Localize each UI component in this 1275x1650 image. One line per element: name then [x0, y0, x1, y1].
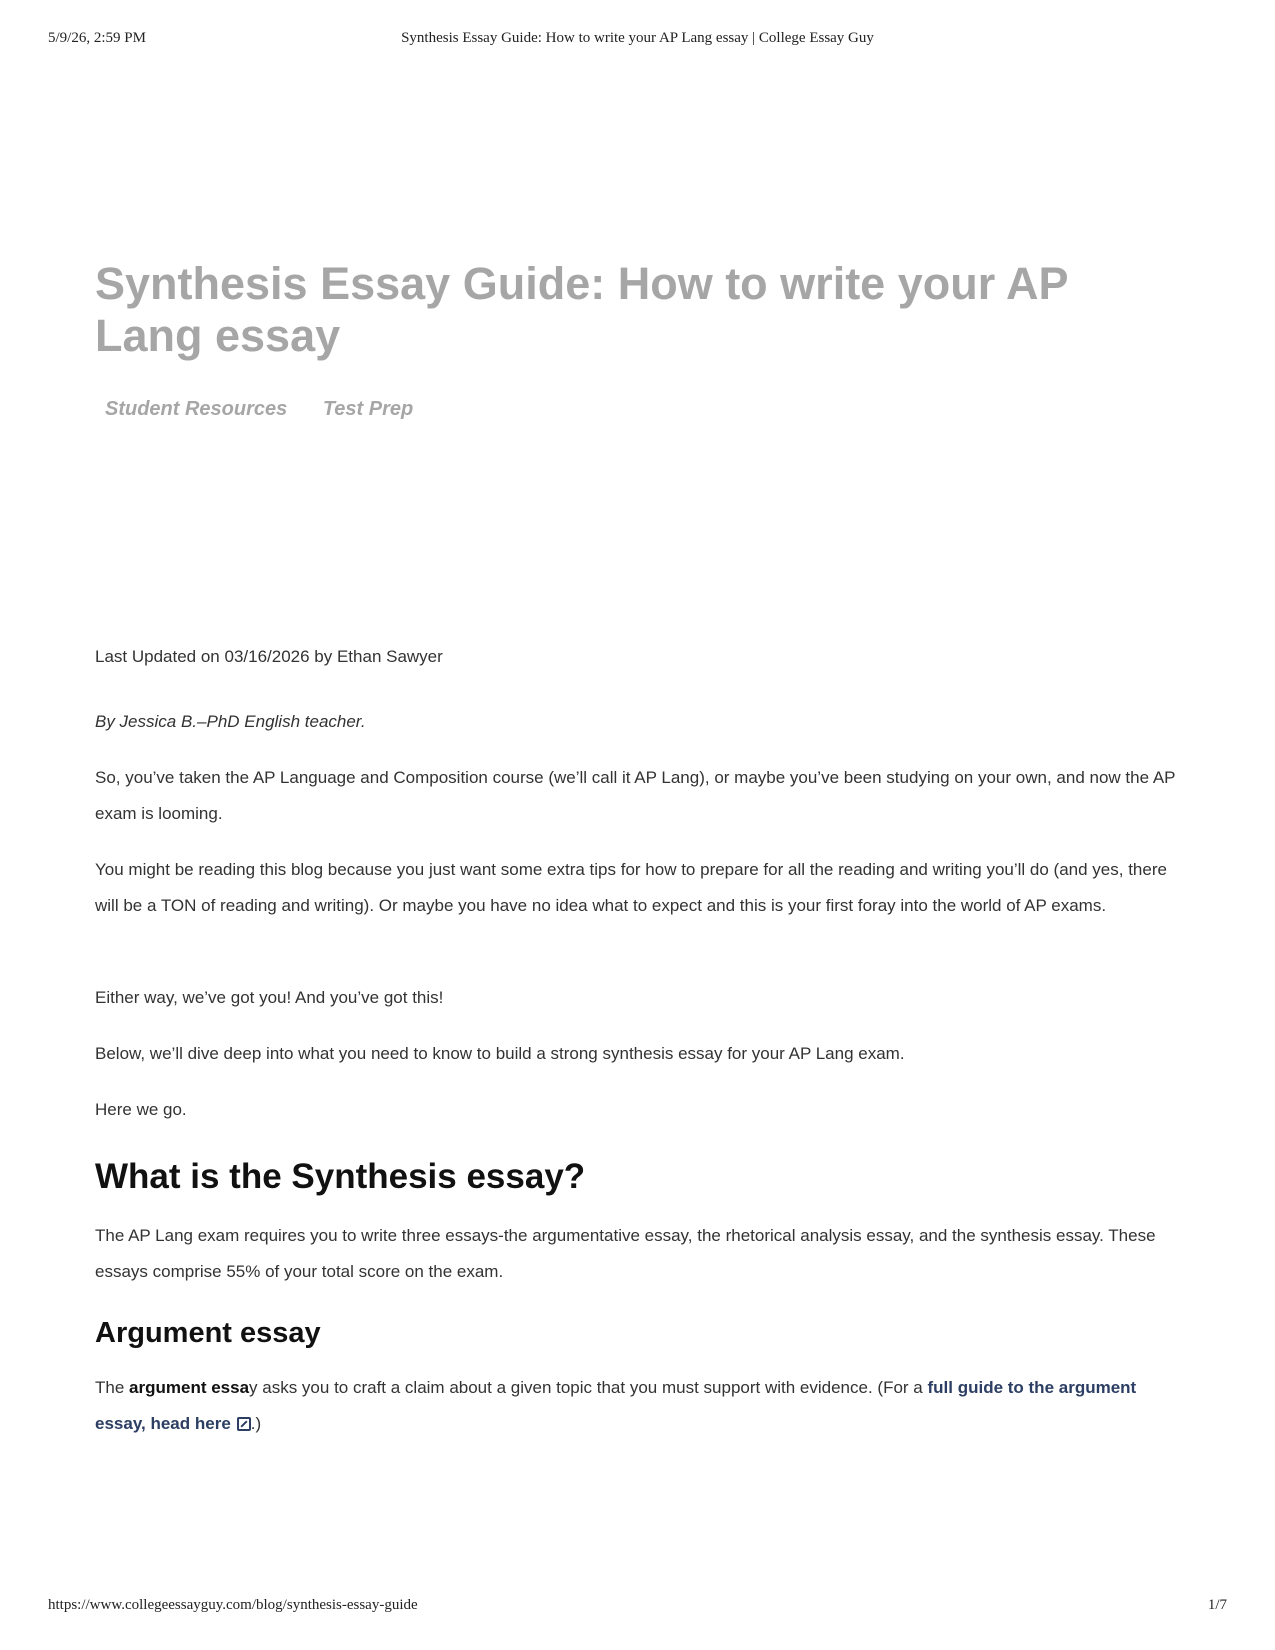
last-updated: Last Updated on 03/16/2026 by Ethan Sawyer: [95, 647, 443, 666]
category-student-resources[interactable]: Student Resources: [105, 398, 288, 420]
category-list: [105, 398, 443, 421]
print-page-title: Synthesis Essay Guide: How to write your AP Lang essay | College Essay Guy: [401, 30, 874, 46]
argument-essay-term: argument essa: [129, 1378, 250, 1397]
byline: By Jessica B.–PhD English teacher.: [95, 712, 366, 731]
article-title: Synthesis Essay Guide: How to write your AP Lang essay: [95, 258, 1068, 361]
paragraph-intro: So, you’ve taken the AP Language and Composition course (we’ll call it AP Lang), or maybe you’ve been studying on your own, and now the AP exam is looming.: [95, 768, 1176, 823]
paragraph-below: Below, we’ll dive deep into what you need to know to build a strong synthesis essay for your AP Lang exam.: [95, 1044, 905, 1063]
print-footer: [48, 1597, 1227, 1621]
external-link-icon[interactable]: [237, 1417, 251, 1431]
paragraph-ap-lang-exam: The AP Lang exam requires you to write three essays-the argumentative essay, the rhetorical analysis essay, and the synthesis essay. These essays comprise 55% of your total score on the exam.: [95, 1226, 1156, 1281]
argument-middle: y asks you to craft a claim about a given topic that you must support with evidence. (For a: [249, 1378, 928, 1397]
print-page-number: 1/7: [1207, 1597, 1227, 1613]
paragraph-tips: You might be reading this blog because you just want some extra tips for how to prepare for all the reading and writing you’ll do (and yes, there will be a TON of reading and writing). Or maybe you have no idea what to expect and this is your first foray into the world of AP exams.: [95, 860, 1167, 915]
argument-guide-link-text[interactable]: full guide to the argument essay, head here: [95, 1378, 1137, 1433]
category-test-prep[interactable]: Test Prep: [322, 398, 414, 420]
print-datetime: 5/9/26, 2:59 PM: [48, 30, 146, 46]
paragraph-here-we-go: Here we go.: [95, 1100, 187, 1119]
section-heading: What is the Synthesis essay?: [95, 1157, 586, 1196]
paragraph-argument-essay: [95, 1370, 1185, 1442]
print-url: https://www.collegeessayguy.com/blog/synthesis-essay-guide: [48, 1597, 418, 1613]
paragraph-either-way: Either way, we’ve got you! And you’ve got this!: [95, 988, 444, 1007]
print-header: [48, 30, 1227, 54]
subsection-heading: Argument essay: [95, 1317, 321, 1349]
argument-prefix: The: [95, 1378, 130, 1397]
argument-suffix: .): [250, 1414, 262, 1433]
